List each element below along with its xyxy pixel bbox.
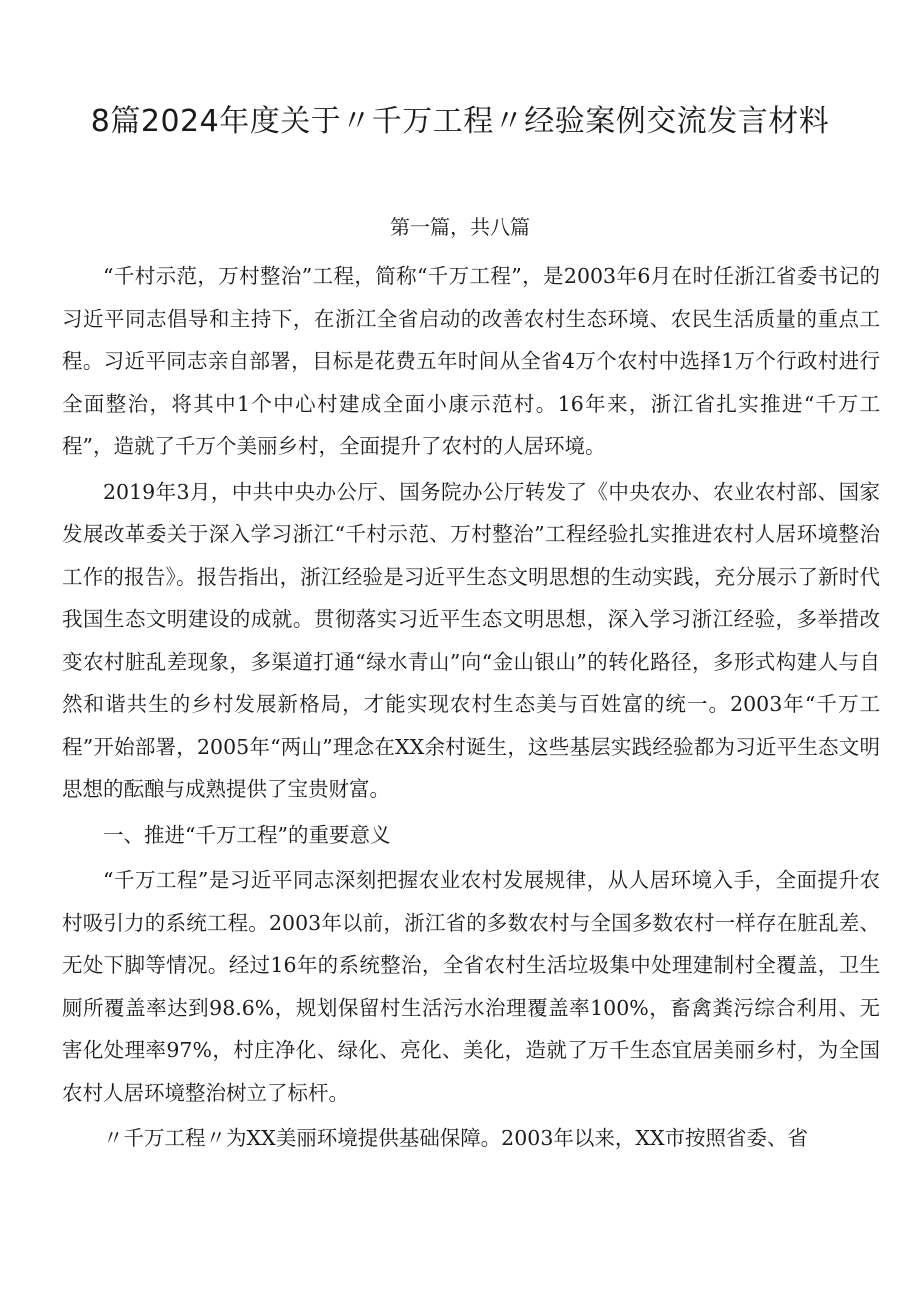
paragraph-report: 2019年3月，中共中央办公厅、国务院办公厅转发了《中央农办、农业农村部、国家发展改革委关于深入学习浙江“千村示范、万村整治”工程经验扎实推进农村人居环境整治工作的报告》。报告指出，浙江经验是习近平生态文明思想的生动实践，充分展示了新时代我国生态文明建设的成就。贯彻落实习近平生态文明思想，深入学习浙江经验，多举措改变农村脏乱差现象，多渠道打通“绿水青山”向“金山银山”的转化路径，多形式构建人与自然和谐共生的乡村发展新格局，才能实现农村生态美与百姓富的统一。2003年“千万工程”开始部署，2005年“两山”理念在XX余村诞生，这些基层实践经验都为习近平生态文明思想的酝酿与成熟提供了宝贵财富。: [62, 479, 880, 801]
document-title: 8篇2024年度关于〃千万工程〃经验案例交流发言材料: [90, 104, 830, 139]
document-subtitle: 第一篇，共八篇: [390, 215, 530, 239]
section-heading-significance: 一、推进“千万工程”的重要意义: [103, 822, 391, 847]
paragraph-environment: 〃千万工程〃为XX美丽环境提供基础保障。2003年以来，XX市按照省委、省: [103, 1126, 809, 1150]
paragraph-intro: “千村示范，万村整治”工程，简称“千万工程”，是2003年6月在时任浙江省委书记的习近平同志倡导和主持下，在浙江全省启动的改善农村生态环境、农民生活质量的重点工程。习近平同志亲自部署，目标是花费五年时间从全省4万个农村中选择1万个行政村进行全面整治，将其中1个中心村建成全面小康示范村。16年来，浙江省扎实推进“千万工程”，造就了千万个美丽乡村，全面提升了农村的人居环境。: [62, 264, 880, 458]
document-body: [62, 255, 880, 1160]
paragraph-significance: “千万工程”是习近平同志深刻把握农业农村发展规律，从人居环境入手，全面提升农村吸引力的系统工程。2003年以前，浙江省的多数农村与全国多数农村一样存在脏乱差、无处下脚等情况。经过16年的系统整治，全省农村生活垃圾集中处理建制村全覆盖，卫生厕所覆盖率达到98.6%，规划保留村生活污水治理覆盖率100%，畜禽粪污综合利用、无害化处理率97%，村庄净化、绿化、亮化、美化，造就了万千生态宜居美丽乡村，为全国农村人居环境整治树立了标杆。: [62, 868, 880, 1105]
